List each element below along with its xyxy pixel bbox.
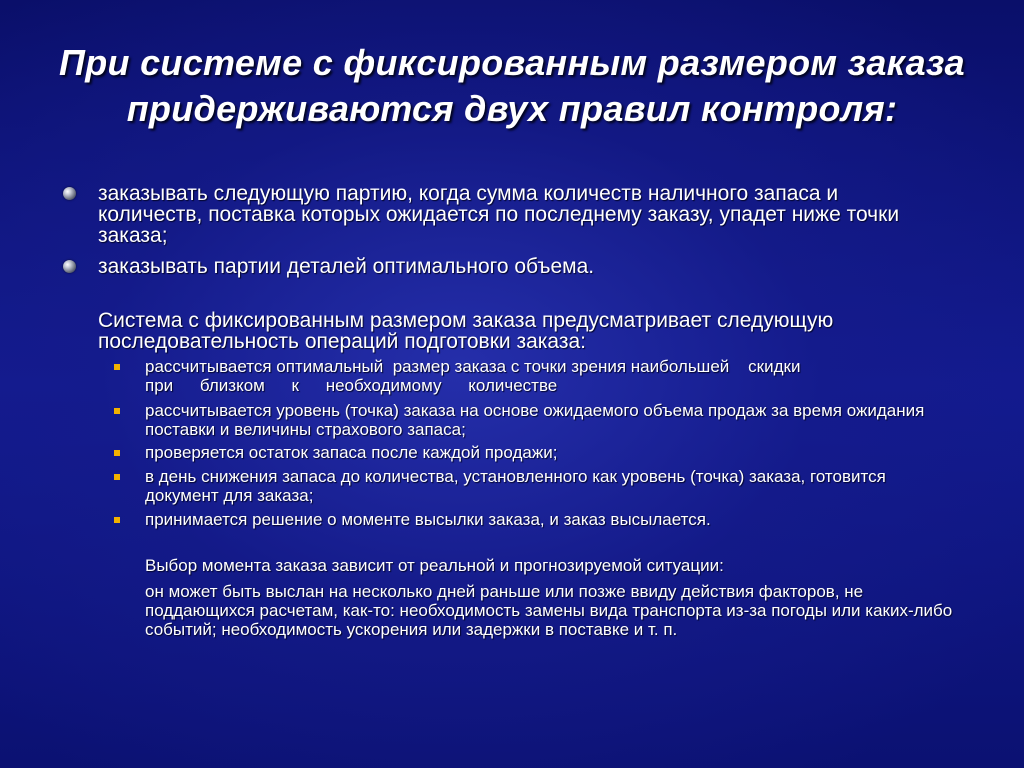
rule-item-1: [98, 183, 928, 246]
operation-item-3-text: проверяется остаток запаса после каждой продажи;: [145, 443, 558, 462]
note-body: он может быть выслан на несколько дней раньше или позже ввиду действия факторов, не поддающихся расчетам, как-то: необходимость замены вида транспорта из-за погоды или каких-либо событий; необходимость ускорения или задержки в поставке и т. п.: [145, 582, 953, 639]
sphere-bullet-icon: [63, 260, 76, 273]
note-heading: Выбор момента заказа зависит от реальной и прогнозируемой ситуации:: [145, 556, 724, 575]
sphere-bullet-icon: [63, 187, 76, 200]
square-bullet-icon: [114, 364, 120, 370]
operation-item-1-line-1: рассчитывается оптимальный размер заказа с точки зрения наибольшей скидки: [145, 357, 801, 376]
operation-item-1: [145, 357, 935, 395]
square-bullet-icon: [114, 474, 120, 480]
slide-title-line-1: При системе с фиксированным размером заказа: [59, 42, 965, 83]
operation-item-4: [145, 467, 935, 505]
slide-title-line-2: придерживаются двух правил контроля:: [126, 88, 898, 129]
rule-item-2-text: заказывать партии деталей оптимального объема.: [98, 255, 595, 278]
square-bullet-icon: [114, 408, 120, 414]
square-bullet-icon: [114, 450, 120, 456]
operation-item-5-text: принимается решение о моменте высылки заказа, и заказ высылается.: [145, 510, 711, 529]
operation-item-5: [145, 510, 935, 529]
operation-item-4-text: в день снижения запаса до количества, установленного как уровень (точка) заказа, готовится документ для заказа;: [145, 467, 886, 505]
system-intro-paragraph: Система с фиксированным размером заказа предусматривает следующую последовательность операций подготовки заказа:: [98, 309, 834, 353]
operation-item-3: [145, 443, 935, 462]
operation-item-2: [145, 401, 935, 439]
operation-item-1-line-2: при близком к необходимому количестве: [145, 376, 558, 395]
square-bullet-icon: [114, 517, 120, 523]
operation-item-2-text: рассчитывается уровень (точка) заказа на основе ожидаемого объема продаж за время ожидания поставки и величины страхового запаса;: [145, 401, 925, 439]
slide-title: [30, 40, 994, 132]
rule-item-1-text: заказывать следующую партию, когда сумма количеств наличного запаса и количеств, поставка которых ожидается по последнему заказу, упадет ниже точки заказа;: [98, 182, 900, 247]
rule-item-2: [98, 256, 928, 277]
